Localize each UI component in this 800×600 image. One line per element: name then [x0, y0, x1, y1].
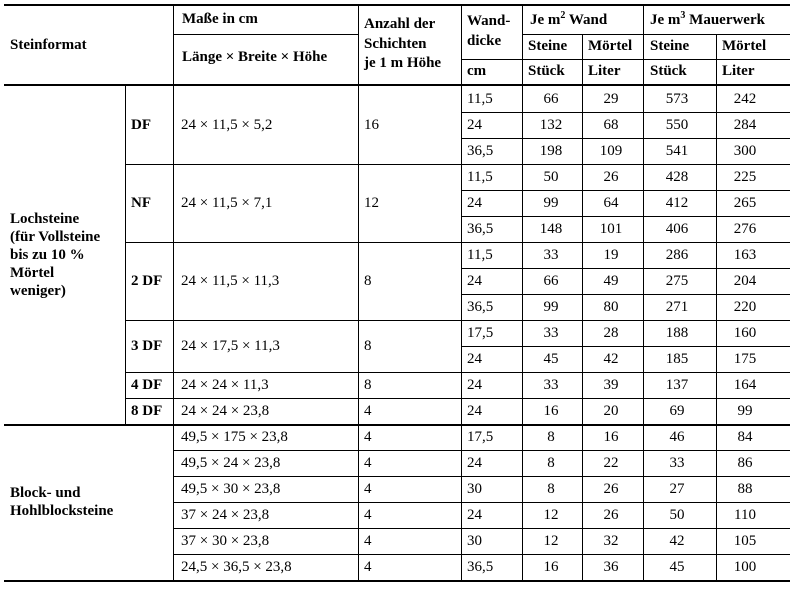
format-code: 8 DF	[131, 403, 163, 419]
stones-per-m3: 406	[665, 221, 689, 237]
layers-per-meter: 12	[364, 195, 379, 211]
section-label: Block- und	[10, 485, 81, 501]
dimensions: 24 × 11,5 × 5,2	[181, 117, 273, 133]
mortar-per-m3: 164	[733, 377, 757, 393]
stones-per-m3: 271	[665, 299, 689, 315]
header-je-m3: Je $m^3$ Mauerwerk	[650, 10, 765, 28]
rule-group	[125, 398, 790, 399]
stones-per-m3: 137	[665, 377, 689, 393]
layers-per-meter: 8	[364, 273, 372, 289]
format-code: 3 DF	[131, 338, 163, 354]
stones-per-m3: 45	[669, 559, 685, 575]
dimensions: 24 × 11,5 × 11,3	[181, 273, 280, 289]
mortar-per-m3: 242	[733, 91, 757, 107]
mortar-per-m2: 101	[599, 221, 623, 237]
wall-thickness: 11,5	[467, 169, 493, 185]
header-stueck-m2: Stück	[528, 63, 565, 79]
mortar-per-m3: 163	[733, 247, 757, 263]
wall-thickness: 17,5	[467, 429, 494, 445]
layers-per-meter: 8	[364, 377, 372, 393]
layers-per-meter: 4	[364, 455, 372, 471]
mortar-per-m3: 100	[733, 559, 757, 575]
mortar-per-m3: 110	[734, 507, 756, 523]
format-code: NF	[131, 195, 151, 211]
header-anzahl-1: Anzahl der	[364, 16, 436, 32]
rule-section	[4, 580, 790, 582]
mortar-per-m3: 276	[733, 221, 757, 237]
mortar-per-m2: 36	[603, 559, 619, 575]
mortar-per-m2: 16	[603, 429, 619, 445]
stones-per-m3: 573	[665, 91, 689, 107]
mortar-per-m2: 20	[603, 403, 619, 419]
mortar-per-m2: 26	[603, 507, 619, 523]
stones-per-m3: 33	[669, 455, 685, 471]
vline-m3	[716, 34, 717, 580]
stones-per-m2: 148	[539, 221, 563, 237]
stones-per-m2: 66	[543, 91, 559, 107]
layers-per-meter: 16	[364, 117, 379, 133]
wall-thickness: 24	[467, 273, 482, 289]
mortar-per-m3: 105	[733, 533, 757, 549]
vline-m2	[582, 34, 583, 580]
stones-per-m3: 286	[665, 247, 689, 263]
vline-wall	[461, 4, 462, 580]
mortar-per-m2: 19	[603, 247, 619, 263]
stones-per-m3: 428	[665, 169, 689, 185]
mortar-per-m2: 64	[603, 195, 619, 211]
stones-per-m2: 33	[543, 247, 559, 263]
stones-per-m2: 99	[543, 195, 559, 211]
mortar-per-m3: 99	[737, 403, 753, 419]
mortar-per-m2: 39	[603, 377, 619, 393]
wall-thickness: 24	[467, 195, 482, 211]
stones-per-m3: 185	[665, 351, 689, 367]
rule-top	[4, 4, 790, 6]
stones-per-m2: 33	[543, 377, 559, 393]
mortar-per-m2: 80	[603, 299, 619, 315]
rule-group	[173, 502, 790, 503]
mortar-per-m3: 265	[733, 195, 757, 211]
header-moertel-m2: Mörtel	[588, 38, 633, 54]
header-steinformat: Steinformat	[10, 37, 87, 53]
rule-group	[125, 164, 790, 165]
dimensions: 49,5 × 24 × 23,8	[181, 455, 281, 471]
wall-thickness: 36,5	[467, 559, 494, 575]
header-je-m2: Je $m^2$ Wand	[530, 10, 608, 28]
rule-header-units	[461, 59, 790, 60]
wall-thickness: 17,5	[467, 325, 494, 341]
stones-per-m3: 412	[665, 195, 689, 211]
mortar-per-m2: 68	[603, 117, 619, 133]
wall-thickness: 24	[467, 117, 482, 133]
stones-per-m2: 33	[543, 325, 559, 341]
wall-thickness: 36,5	[467, 143, 494, 159]
rule-group	[125, 320, 790, 321]
mortar-per-m2: 26	[603, 481, 619, 497]
dimensions: 24 × 17,5 × 11,3	[181, 338, 280, 354]
section-label: Mörtel	[10, 265, 55, 281]
rule-row	[461, 190, 790, 191]
section-label: (für Vollsteine	[10, 229, 101, 245]
rule-header-bottom	[4, 84, 790, 86]
header-steine-m2: Steine	[528, 38, 568, 54]
rule-group	[173, 528, 790, 529]
mortar-per-m2: 109	[599, 143, 623, 159]
header-moertel-m3: Mörtel	[722, 38, 767, 54]
layers-per-meter: 4	[364, 429, 372, 445]
dimensions: 37 × 30 × 23,8	[181, 533, 270, 549]
wall-thickness: 36,5	[467, 299, 494, 315]
header-liter-m3: Liter	[722, 63, 755, 79]
section-label: bis zu 10 %	[10, 247, 85, 263]
rule-header-je	[522, 34, 790, 35]
layers-per-meter: 4	[364, 533, 372, 549]
header-anzahl-2: Schichten	[364, 36, 427, 52]
wall-thickness: 24	[467, 351, 482, 367]
rule-group	[173, 476, 790, 477]
mortar-per-m3: 284	[733, 117, 757, 133]
rule-row	[461, 112, 790, 113]
mortar-per-m3: 86	[737, 455, 753, 471]
stones-per-m3: 42	[669, 533, 685, 549]
vline-layers	[358, 4, 359, 580]
stones-per-m3: 69	[669, 403, 685, 419]
mortar-per-m3: 160	[733, 325, 757, 341]
wall-thickness: 24	[467, 377, 482, 393]
stones-per-m3: 50	[669, 507, 685, 523]
stones-per-m2: 8	[547, 455, 555, 471]
layers-per-meter: 8	[364, 338, 372, 354]
dimensions: 49,5 × 30 × 23,8	[181, 481, 281, 497]
vline-s2	[522, 4, 523, 580]
stones-per-m2: 198	[539, 143, 563, 159]
mortar-per-m2: 28	[603, 325, 619, 341]
mortar-per-m2: 32	[603, 533, 619, 549]
dimensions: 24 × 11,5 × 7,1	[181, 195, 273, 211]
stones-per-m3: 188	[665, 325, 689, 341]
stones-per-m3: 46	[669, 429, 685, 445]
format-code: 4 DF	[131, 377, 163, 393]
vline-dims	[173, 4, 174, 580]
layers-per-meter: 4	[364, 559, 372, 575]
wall-thickness: 30	[467, 481, 482, 497]
rule-group	[125, 242, 790, 243]
section-label: weniger)	[10, 283, 66, 299]
wall-thickness: 11,5	[467, 247, 493, 263]
mortar-per-m3: 175	[733, 351, 757, 367]
mortar-per-m3: 88	[737, 481, 753, 497]
rule-group	[173, 450, 790, 451]
header-steine-m3: Steine	[650, 38, 690, 54]
stones-per-m2: 132	[539, 117, 563, 133]
dimensions: 37 × 24 × 23,8	[181, 507, 270, 523]
stones-per-m2: 8	[547, 429, 555, 445]
rule-row	[461, 216, 790, 217]
stones-per-m3: 275	[665, 273, 689, 289]
format-code: 2 DF	[131, 273, 163, 289]
stones-per-m3: 550	[665, 117, 689, 133]
layers-per-meter: 4	[364, 507, 372, 523]
rule-row	[461, 138, 790, 139]
format-code: DF	[131, 117, 151, 133]
stones-per-m2: 16	[543, 403, 559, 419]
dimensions: 24,5 × 36,5 × 23,8	[181, 559, 292, 575]
rule-group	[125, 372, 790, 373]
wall-thickness: 24	[467, 403, 482, 419]
wall-thickness: 36,5	[467, 221, 494, 237]
mortar-per-m2: 22	[603, 455, 619, 471]
rule-row	[461, 268, 790, 269]
header-stueck-m3: Stück	[650, 63, 687, 79]
dimensions: 49,5 × 175 × 23,8	[181, 429, 288, 445]
mortar-per-m3: 225	[733, 169, 757, 185]
mortar-per-m3: 204	[733, 273, 757, 289]
mortar-per-m3: 220	[733, 299, 757, 315]
mortar-per-m2: 26	[603, 169, 619, 185]
layers-per-meter: 4	[364, 481, 372, 497]
section-label: Lochsteine	[10, 211, 80, 227]
header-wand-unit: cm	[467, 63, 487, 79]
rule-group	[173, 554, 790, 555]
mortar-per-m2: 42	[603, 351, 619, 367]
rule-header-masse	[173, 34, 358, 35]
vline-s3	[643, 4, 644, 580]
header-wand-2: dicke	[467, 33, 502, 49]
header-anzahl-3: je 1 m Höhe	[364, 55, 442, 71]
vline-fmt	[125, 86, 126, 424]
wall-thickness: 24	[467, 507, 482, 523]
section-label: Hohlblocksteine	[10, 503, 114, 519]
stones-per-m3: 27	[669, 481, 685, 497]
wall-thickness: 30	[467, 533, 482, 549]
stones-per-m2: 66	[543, 273, 559, 289]
stones-per-m3: 541	[665, 143, 689, 159]
dimensions: 24 × 24 × 23,8	[181, 403, 270, 419]
wall-thickness: 11,5	[467, 91, 493, 107]
rule-row	[461, 346, 790, 347]
header-masse-sub: Länge × Breite × Höhe	[182, 49, 328, 65]
stones-per-m2: 12	[543, 533, 559, 549]
layers-per-meter: 4	[364, 403, 372, 419]
stones-per-m2: 50	[543, 169, 559, 185]
stones-per-m2: 12	[543, 507, 559, 523]
mortar-per-m2: 29	[603, 91, 619, 107]
stones-per-m2: 16	[543, 559, 559, 575]
stones-per-m2: 8	[547, 481, 555, 497]
header-masse: Maße in cm	[182, 11, 258, 27]
rule-section	[4, 424, 790, 426]
stones-per-m2: 45	[543, 351, 559, 367]
header-liter-m2: Liter	[588, 63, 621, 79]
mortar-per-m3: 300	[733, 143, 757, 159]
header-wand-1: Wand-	[467, 13, 511, 29]
stones-per-m2: 99	[543, 299, 559, 315]
mortar-per-m2: 49	[603, 273, 619, 289]
rule-row	[461, 294, 790, 295]
mortar-per-m3: 84	[737, 429, 753, 445]
wall-thickness: 24	[467, 455, 482, 471]
dimensions: 24 × 24 × 11,3	[181, 377, 269, 393]
